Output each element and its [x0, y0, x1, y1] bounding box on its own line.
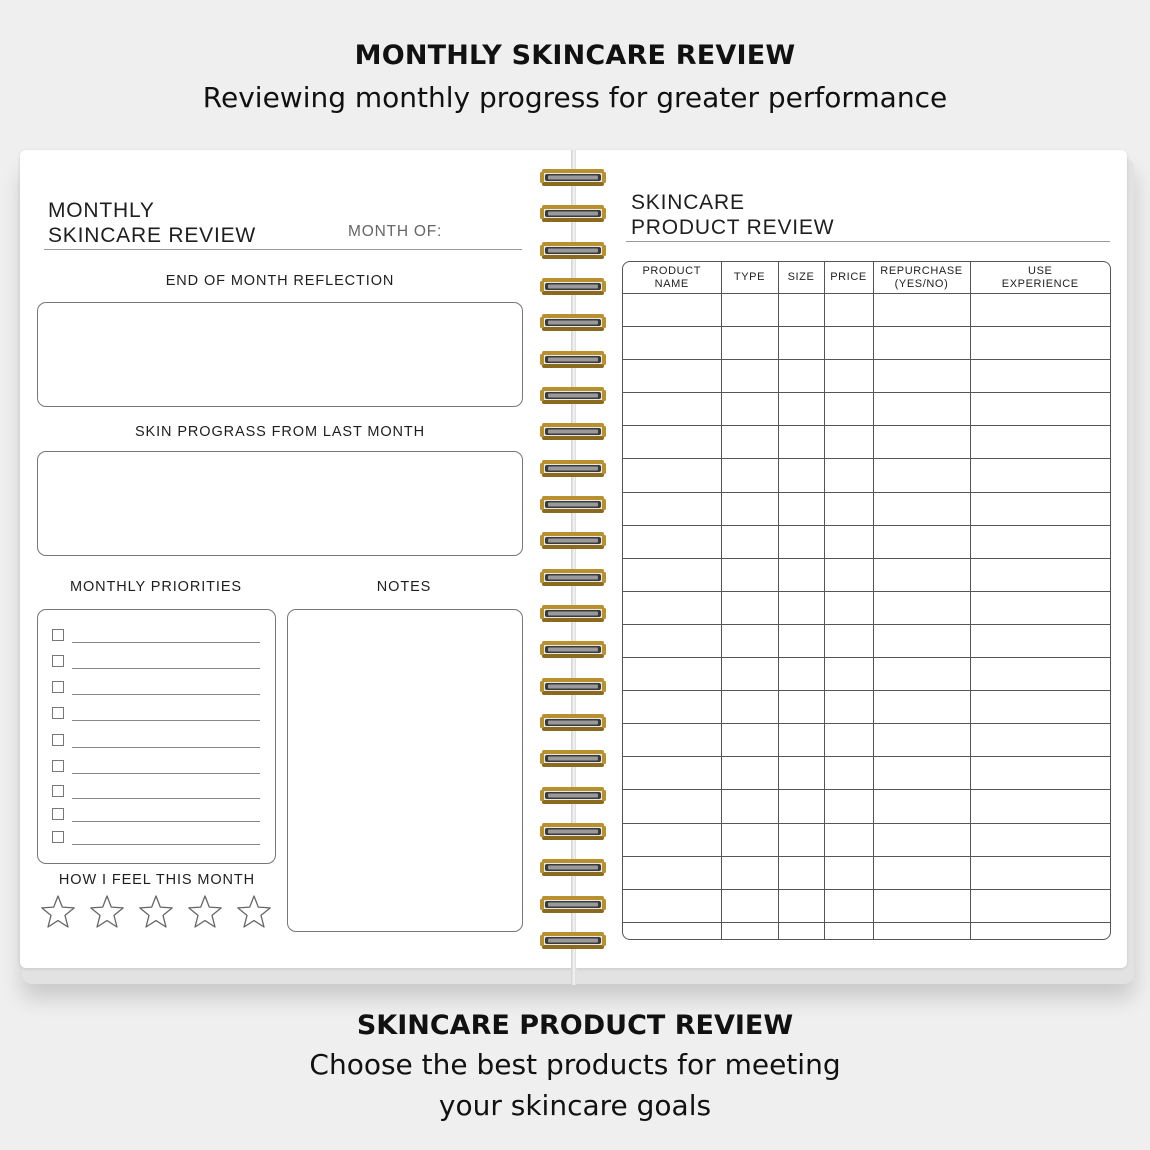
column-header-line1: SIZE: [787, 271, 815, 283]
table-cell[interactable]: [873, 624, 970, 657]
column-header-line1: TYPE: [733, 271, 766, 283]
table-cell[interactable]: [824, 327, 873, 360]
table-cell[interactable]: [721, 360, 778, 393]
star-icon[interactable]: [40, 894, 76, 930]
priority-line[interactable]: [72, 747, 260, 748]
coil-ring: [539, 786, 607, 805]
table-cell[interactable]: [623, 790, 721, 823]
table-cell[interactable]: [623, 591, 721, 624]
table-row: [623, 724, 1110, 757]
priority-line[interactable]: [72, 668, 260, 669]
table-cell[interactable]: [721, 922, 778, 939]
table-cell[interactable]: [824, 691, 873, 724]
table-row: [623, 525, 1110, 558]
coil-ring: [539, 459, 607, 478]
feel-label: HOW I FEEL THIS MONTH: [58, 872, 256, 888]
table-cell[interactable]: [824, 492, 873, 525]
table-cell[interactable]: [824, 360, 873, 393]
table-row: [623, 558, 1110, 591]
priority-line[interactable]: [72, 844, 260, 845]
table-body: [623, 294, 1110, 940]
table-cell[interactable]: [873, 790, 970, 823]
coil-ring: [539, 350, 607, 369]
coil-ring: [539, 822, 607, 841]
table-cell[interactable]: [970, 558, 1110, 591]
table-cell[interactable]: [970, 294, 1110, 327]
column-header-line1: PRODUCT: [642, 264, 702, 277]
table-row: [623, 294, 1110, 327]
table-cell[interactable]: [824, 658, 873, 691]
coil-ring: [539, 313, 607, 332]
table-cell[interactable]: [721, 525, 778, 558]
table-cell[interactable]: [778, 823, 824, 856]
table-cell[interactable]: [778, 691, 824, 724]
table-cell[interactable]: [623, 393, 721, 426]
coil-ring: [539, 568, 607, 587]
right-title-line2: PRODUCT REVIEW: [631, 216, 835, 239]
priority-line[interactable]: [72, 694, 260, 695]
table-cell[interactable]: [824, 856, 873, 889]
table-cell[interactable]: [721, 823, 778, 856]
column-header-line1: REPURCHASE: [880, 264, 963, 277]
priority-line[interactable]: [72, 642, 260, 643]
priority-item: [52, 655, 262, 669]
table-row: [623, 658, 1110, 691]
table-cell[interactable]: [970, 823, 1110, 856]
table-cell[interactable]: [873, 856, 970, 889]
table-row: [623, 591, 1110, 624]
table-cell[interactable]: [778, 426, 824, 459]
reflection-box[interactable]: [37, 302, 523, 407]
priority-checkbox[interactable]: [52, 808, 64, 820]
coil-ring: [539, 241, 607, 260]
table-cell[interactable]: [623, 889, 721, 922]
priority-line[interactable]: [72, 720, 260, 721]
table-cell[interactable]: [623, 658, 721, 691]
table-cell[interactable]: [721, 658, 778, 691]
table-cell[interactable]: [623, 327, 721, 360]
priorities-box: [37, 609, 276, 864]
table-cell[interactable]: [623, 624, 721, 657]
column-header-line2: EXPERIENCE: [1001, 277, 1079, 290]
coil-ring: [539, 858, 607, 877]
column-header: [970, 262, 1110, 294]
table-cell[interactable]: [721, 294, 778, 327]
reflection-label: END OF MONTH REFLECTION: [165, 273, 395, 289]
table-row: [623, 856, 1110, 889]
coil-ring: [539, 386, 607, 405]
month-of-label: MONTH OF:: [348, 223, 443, 240]
coil-ring: [539, 640, 607, 659]
notes-label: NOTES: [376, 579, 432, 595]
table-cell[interactable]: [824, 558, 873, 591]
table-cell[interactable]: [873, 492, 970, 525]
table-row: [623, 360, 1110, 393]
priority-checkbox[interactable]: [52, 707, 64, 719]
star-icon[interactable]: [187, 894, 223, 930]
table-cell[interactable]: [778, 724, 824, 757]
column-header-line1: PRICE: [830, 271, 867, 283]
coil-ring: [539, 495, 607, 514]
priority-checkbox[interactable]: [52, 760, 64, 772]
table-cell[interactable]: [623, 823, 721, 856]
table-cell[interactable]: [873, 823, 970, 856]
table-cell[interactable]: [970, 525, 1110, 558]
table-cell[interactable]: [873, 459, 970, 492]
table-cell[interactable]: [873, 558, 970, 591]
table-cell[interactable]: [824, 757, 873, 790]
table-row: [623, 492, 1110, 525]
coil-ring: [539, 277, 607, 296]
table-cell[interactable]: [873, 294, 970, 327]
priority-item: [52, 707, 262, 721]
table-cell[interactable]: [721, 492, 778, 525]
priority-line[interactable]: [72, 821, 260, 822]
table-row: [623, 823, 1110, 856]
table-cell[interactable]: [778, 360, 824, 393]
table-cell[interactable]: [778, 624, 824, 657]
table-cell[interactable]: [873, 360, 970, 393]
table-cell[interactable]: [721, 856, 778, 889]
table-cell[interactable]: [824, 823, 873, 856]
table-cell[interactable]: [970, 724, 1110, 757]
product-review-table: [622, 261, 1111, 940]
footer-title: SKINCARE PRODUCT REVIEW: [356, 1010, 794, 1041]
table-cell[interactable]: [623, 360, 721, 393]
left-title-line2: SKINCARE REVIEW: [48, 224, 257, 247]
right-title-line1: SKINCARE: [631, 191, 745, 214]
table-cell[interactable]: [721, 327, 778, 360]
priority-checkbox[interactable]: [52, 734, 64, 746]
feel-rating: [40, 894, 280, 934]
priority-item: [52, 831, 262, 845]
table-cell[interactable]: [623, 492, 721, 525]
table-cell[interactable]: [970, 922, 1110, 939]
table-cell[interactable]: [623, 691, 721, 724]
star-icon[interactable]: [89, 894, 125, 930]
table-row: [623, 426, 1110, 459]
table-cell[interactable]: [824, 459, 873, 492]
table-cell[interactable]: [824, 393, 873, 426]
table-cell[interactable]: [873, 591, 970, 624]
table-cell[interactable]: [970, 624, 1110, 657]
table-row: [623, 691, 1110, 724]
table-cell[interactable]: [970, 790, 1110, 823]
table-cell[interactable]: [623, 525, 721, 558]
table-cell[interactable]: [623, 922, 721, 939]
table-cell[interactable]: [778, 889, 824, 922]
table-cell[interactable]: [970, 889, 1110, 922]
title-divider: [44, 249, 522, 250]
table-row: [623, 757, 1110, 790]
table-cell[interactable]: [721, 393, 778, 426]
table-cell[interactable]: [970, 426, 1110, 459]
table-cell[interactable]: [778, 658, 824, 691]
table-row: [623, 624, 1110, 657]
left-page-title: [48, 198, 256, 248]
table-row: [623, 922, 1110, 939]
star-icon[interactable]: [138, 894, 174, 930]
priority-item: [52, 808, 262, 822]
table-cell[interactable]: [824, 525, 873, 558]
priority-checkbox[interactable]: [52, 785, 64, 797]
header-subtitle: Reviewing monthly progress for greater performance: [202, 81, 948, 114]
table-cell[interactable]: [721, 426, 778, 459]
table-cell[interactable]: [778, 327, 824, 360]
table-cell[interactable]: [970, 393, 1110, 426]
right-page-title: [631, 190, 834, 240]
table-cell[interactable]: [721, 889, 778, 922]
table-cell[interactable]: [970, 360, 1110, 393]
coil-ring: [539, 749, 607, 768]
table-cell[interactable]: [721, 591, 778, 624]
table-cell[interactable]: [778, 525, 824, 558]
table-cell[interactable]: [824, 624, 873, 657]
table-cell[interactable]: [721, 459, 778, 492]
table-cell[interactable]: [721, 691, 778, 724]
priority-checkbox[interactable]: [52, 655, 64, 667]
column-header: [721, 262, 778, 294]
table-row: [623, 790, 1110, 823]
coil-ring: [539, 931, 607, 950]
table-cell[interactable]: [778, 856, 824, 889]
table-cell[interactable]: [873, 327, 970, 360]
table-cell[interactable]: [873, 658, 970, 691]
table-row: [623, 459, 1110, 492]
notes-box[interactable]: [287, 609, 523, 932]
column-header: [623, 262, 721, 294]
table-cell[interactable]: [873, 393, 970, 426]
table-cell[interactable]: [824, 922, 873, 939]
table-cell[interactable]: [623, 294, 721, 327]
star-icon[interactable]: [236, 894, 272, 930]
table-cell[interactable]: [873, 922, 970, 939]
priority-item: [52, 760, 262, 774]
progress-label: SKIN PROGRASS FROM LAST MONTH: [134, 424, 426, 440]
table-cell[interactable]: [824, 889, 873, 922]
table-cell[interactable]: [778, 393, 824, 426]
coil-ring: [539, 677, 607, 696]
table-cell[interactable]: [970, 691, 1110, 724]
priority-line[interactable]: [72, 798, 260, 799]
table-cell[interactable]: [623, 426, 721, 459]
footer-subtitle-line1: Choose the best products for meeting: [309, 1048, 841, 1081]
left-page: [20, 150, 572, 968]
table-cell[interactable]: [721, 790, 778, 823]
table-cell[interactable]: [778, 757, 824, 790]
column-header: [778, 262, 824, 294]
table-cell[interactable]: [778, 591, 824, 624]
coil-ring: [539, 168, 607, 187]
progress-box[interactable]: [37, 451, 523, 556]
coil-ring: [539, 422, 607, 441]
table-cell[interactable]: [873, 724, 970, 757]
column-header: [873, 262, 970, 294]
table-cell[interactable]: [970, 757, 1110, 790]
footer-subtitle-line2: your skincare goals: [438, 1089, 712, 1122]
table-cell[interactable]: [778, 790, 824, 823]
table-cell[interactable]: [778, 922, 824, 939]
priority-item: [52, 734, 262, 748]
table-cell[interactable]: [623, 558, 721, 591]
table-cell[interactable]: [873, 525, 970, 558]
table-cell[interactable]: [721, 724, 778, 757]
table-cell[interactable]: [721, 624, 778, 657]
table-row: [623, 393, 1110, 426]
column-header-line1: USE: [1028, 264, 1053, 277]
table-cell[interactable]: [824, 294, 873, 327]
table-cell[interactable]: [970, 492, 1110, 525]
table-cell[interactable]: [778, 459, 824, 492]
coil-ring: [539, 204, 607, 223]
left-title-line1: MONTHLY: [48, 199, 155, 222]
table-cell[interactable]: [970, 658, 1110, 691]
table-cell[interactable]: [721, 558, 778, 591]
table-cell[interactable]: [623, 757, 721, 790]
header-title: MONTHLY SKINCARE REVIEW: [354, 40, 796, 71]
priority-checkbox[interactable]: [52, 831, 64, 843]
table-cell[interactable]: [873, 757, 970, 790]
table-cell[interactable]: [824, 426, 873, 459]
table-cell[interactable]: [778, 492, 824, 525]
table-cell[interactable]: [873, 691, 970, 724]
column-header-line2: (YES/NO): [894, 277, 949, 290]
table-cell[interactable]: [623, 724, 721, 757]
priority-checkbox[interactable]: [52, 629, 64, 641]
table-cell[interactable]: [873, 426, 970, 459]
column-header: [824, 262, 873, 294]
table-cell[interactable]: [623, 856, 721, 889]
table-header-row: [623, 262, 1110, 294]
coil-ring: [539, 604, 607, 623]
priority-item: [52, 629, 262, 643]
right-page: [576, 150, 1127, 968]
coil-ring: [539, 531, 607, 550]
table-cell[interactable]: [824, 724, 873, 757]
table-cell[interactable]: [824, 591, 873, 624]
table-cell[interactable]: [778, 294, 824, 327]
table-cell[interactable]: [778, 558, 824, 591]
table-row: [623, 889, 1110, 922]
table-row: [623, 327, 1110, 360]
table-cell[interactable]: [970, 327, 1110, 360]
coil-ring: [539, 895, 607, 914]
priority-item: [52, 681, 262, 695]
table-cell[interactable]: [824, 790, 873, 823]
table-cell[interactable]: [970, 459, 1110, 492]
priority-item: [52, 785, 262, 799]
table-cell[interactable]: [623, 459, 721, 492]
priority-checkbox[interactable]: [52, 681, 64, 693]
priorities-label: MONTHLY PRIORITIES: [70, 579, 242, 595]
column-header-line2: NAME: [654, 277, 689, 290]
coil-ring: [539, 713, 607, 732]
table-cell[interactable]: [970, 591, 1110, 624]
table-cell[interactable]: [721, 757, 778, 790]
right-title-divider: [626, 241, 1110, 242]
priority-line[interactable]: [72, 773, 260, 774]
table-cell[interactable]: [970, 856, 1110, 889]
table-cell[interactable]: [873, 889, 970, 922]
